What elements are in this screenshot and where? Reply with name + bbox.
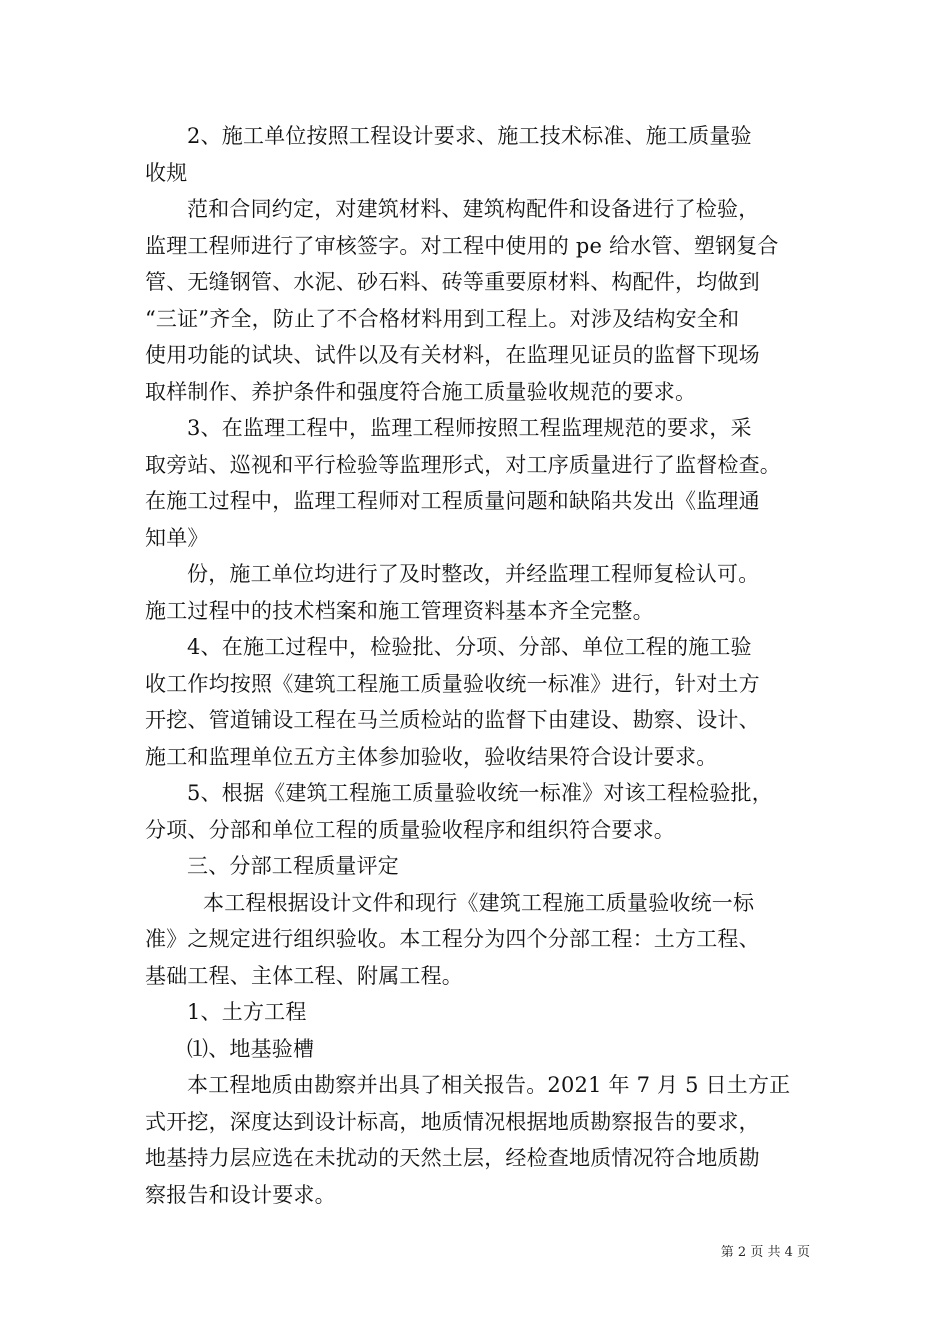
- paragraph-line: 知单》: [145, 525, 209, 550]
- paragraph-line: 开挖、管道铺设工程在马兰质检站的监督下由建设、勘察、设计、: [145, 708, 760, 732]
- paragraph-line: 察报告和设计要求。: [145, 1182, 336, 1207]
- paragraph-line: 4、在施工过程中，检验批、分项、分部、单位工程的施工验: [187, 635, 752, 659]
- paragraph-line: “三证”齐全，防止了不合格材料用到工程上。对涉及结构安全和: [145, 306, 740, 331]
- paragraph-line: 使用功能的试块、试件以及有关材料，在监理见证员的监督下现场: [145, 343, 760, 367]
- subsection-heading: ⑴、地基验槽: [187, 1036, 315, 1061]
- paragraph-line: 基础工程、主体工程、附属工程。: [145, 963, 463, 988]
- paragraph-line: 本工程地质由勘察并出具了相关报告。2021 年 7 月 5 日土方正: [187, 1073, 791, 1097]
- paragraph-line: 地基持力层应选在未扰动的天然土层，经检查地质情况符合地质勘: [145, 1146, 760, 1170]
- paragraph-line: 准》之规定进行组织验收。本工程分为四个分部工程：土方工程、: [145, 927, 760, 951]
- paragraph-line: 2、施工单位按照工程设计要求、施工技术标准、施工质量验: [187, 124, 752, 148]
- subsection-heading: 1、土方工程: [187, 1000, 307, 1024]
- paragraph-line: 管、无缝钢管、水泥、砂石料、砖等重要原材料、构配件，均做到: [145, 270, 760, 294]
- paragraph-line: 收工作均按照《建筑工程施工质量验收统一标准》进行，针对土方: [145, 671, 760, 696]
- paragraph-line: 份，施工单位均进行了及时整改，并经监理工程师复检认可。: [187, 562, 760, 586]
- paragraph-line: 取旁站、巡视和平行检验等监理形式，对工序质量进行了监督检查。: [145, 452, 781, 477]
- paragraph-line: 3、在监理工程中，监理工程师按照工程监理规范的要求，采: [187, 416, 752, 440]
- document-body: [145, 118, 817, 1213]
- paragraph-line: 范和合同约定，对建筑材料、建筑构配件和设备进行了检验，: [187, 197, 760, 221]
- paragraph-line: 施工过程中的技术档案和施工管理资料基本齐全完整。: [145, 598, 654, 623]
- section-heading: 三、分部工程质量评定: [187, 854, 399, 878]
- page-number: 第 2 页 共 4 页: [720, 1245, 810, 1260]
- paragraph-line: 施工和监理单位五方主体参加验收，验收结果符合设计要求。: [145, 744, 718, 769]
- paragraph-line: 分项、分部和单位工程的质量验收程序和组织符合要求。: [145, 817, 675, 842]
- paragraph-line: 监理工程师进行了审核签字。对工程中使用的 pe 给水管、塑钢复合: [145, 233, 779, 258]
- paragraph-line: 本工程根据设计文件和现行《建筑工程施工质量验收统一标: [203, 890, 755, 915]
- paragraph-line: 5、根据《建筑工程施工质量验收统一标准》对该工程检验批，: [187, 781, 773, 805]
- paragraph-line: 取样制作、养护条件和强度符合施工质量验收规范的要求。: [145, 379, 697, 404]
- paragraph-line: 式开挖，深度达到设计标高，地质情况根据地质勘察报告的要求，: [145, 1109, 760, 1134]
- paragraph-line: 收规: [145, 160, 188, 185]
- paragraph-line: 在施工过程中，监理工程师对工程质量问题和缺陷共发出《监理通: [145, 489, 760, 513]
